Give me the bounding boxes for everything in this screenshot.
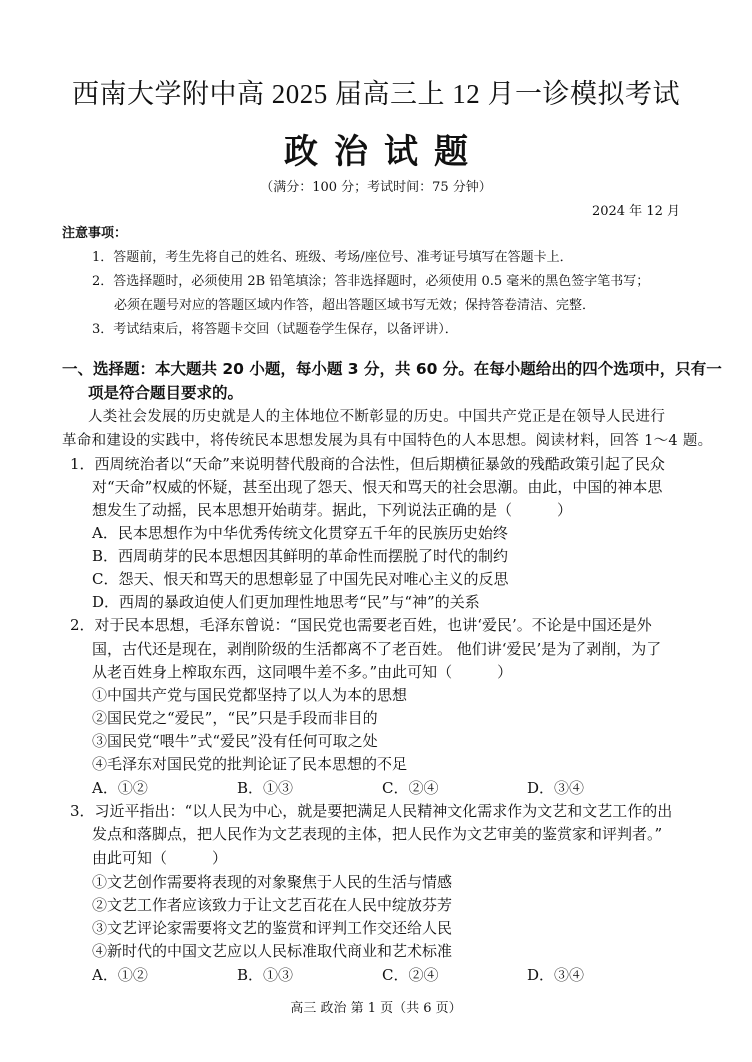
question-3-stem: 由此可知（ ） — [92, 849, 228, 867]
question-2-stem: 国，古代还是现在，剥削阶级的生活都离不了老百姓。 他们讲‘爱民’是为了剥削，为了 — [92, 640, 662, 658]
question-3-statement: ④新时代的中国文艺应以人民标准取代商业和艺术标准 — [92, 942, 453, 960]
question-1-stem: 1．西周统治者以“天命”来说明替代殷商的合法性，但后期横征暴敛的残酷政策引起了民众 — [70, 455, 665, 473]
section-heading-line1: 一、选择题：本大题共 20 小题，每小题 3 分，共 60 分。在每小题给出的四个选项中，只有一 — [62, 360, 722, 378]
note-item: 1．答题前，考生先将自己的姓名、班级、考场/座位号、准考证号填写在答题卡上． — [92, 250, 573, 265]
question-2-statement: ④毛泽东对国民党的批判论证了民本思想的不足 — [92, 755, 408, 773]
question-3-statement: ③文艺评论家需要将文艺的鉴赏和评判工作交还给人民 — [92, 919, 453, 937]
score-info: （满分：100 分；考试时间：75 分钟） — [260, 180, 492, 195]
question-2-statement: ①中国共产党与国民党都坚持了以人为本的思想 — [92, 686, 408, 704]
note-item: 3．考试结束后，将答题卡交回（试题卷学生保存，以备评讲）． — [92, 322, 458, 337]
question-3-stem: 发点和落脚点，把人民作为文艺表现的主体，把人民作为文艺审美的鉴赏家和评判者。” — [92, 825, 663, 843]
question-3-stem: 3．习近平指出：“以人民为中心，就是要把满足人民精神文化需求作为文艺和文艺工作的出 — [70, 802, 673, 820]
question-2-stem: 2．对于民本思想，毛泽东曾说：“国民党也需要老百姓，也讲‘爱民’。不论是中国还是外 — [70, 616, 652, 634]
exam-title: 西南大学附中高 2025 届高三上 12 月一诊模拟考试 — [72, 79, 680, 109]
question-1-option-a: A．民本思想作为中华优秀传统文化贯穿五千年的民族历史始终 — [92, 524, 508, 542]
question-2-statement: ②国民党之“爱民”，“民”只是手段而非目的 — [92, 709, 378, 727]
question-1-option-b: B．西周萌芽的民本思想因其鲜明的革命性而摆脱了时代的制约 — [92, 547, 509, 565]
material-intro-line1: 人类社会发展的历史就是人的主体地位不断彰显的历史。中国共产党正是在领导人民进行 — [88, 409, 666, 425]
question-3-choice-b: B．①③ — [237, 966, 294, 984]
question-2-choice-a: A．①② — [92, 779, 148, 797]
question-3-statement: ②文艺工作者应该致力于让文艺百花在人民中绽放芬芳 — [92, 896, 453, 914]
question-2-choice-b: B．①③ — [237, 779, 294, 797]
question-3-choice-d: D．③④ — [527, 966, 585, 984]
question-3-statement: ①文艺创作需要将表现的对象聚焦于人民的生活与情感 — [92, 873, 453, 891]
question-2-choice-c: C．②④ — [382, 779, 439, 797]
material-intro-line2: 革命和建设的实践中，将传统民本思想发展为具有中国特色的人本思想。阅读材料，回答 1～4 题。 — [62, 433, 713, 449]
section-heading-line2: 项是符合题目要求的。 — [88, 384, 244, 402]
note-item: 2．答选择题时，必须使用 2B 铅笔填涂；答非选择题时，必须使用 0.5 毫米的黑色签字笔书写； — [92, 274, 650, 289]
question-2-statement: ③国民党“喂牛”式“爱民”没有任何可取之处 — [92, 732, 378, 750]
question-3-choice-a: A．①② — [92, 966, 148, 984]
question-1-option-c: C．怨天、恨天和骂天的思想彰显了中国先民对唯心主义的反思 — [92, 570, 509, 588]
question-1-stem: 对“天命”权威的怀疑，甚至出现了怨天、恨天和骂天的社会思潮。由此，中国的神本思 — [92, 478, 663, 496]
question-2-choice-d: D．③④ — [527, 779, 585, 797]
question-2-stem: 从老百姓身上榨取东西，这同喂牛差不多。”由此可知（ ） — [92, 663, 513, 681]
notes-heading: 注意事项： — [62, 226, 128, 241]
question-1-stem: 想发生了动摇，民本思想开始萌芽。据此，下列说法正确的是（ ） — [92, 501, 573, 519]
question-3-choice-c: C．②④ — [382, 966, 439, 984]
page-footer: 高三 政治 第 1 页（共 6 页） — [290, 1001, 462, 1016]
exam-date: 2024 年 12 月 — [591, 204, 680, 219]
question-1-option-d: D．西周的暴政迫使人们更加理性地思考“民”与“神”的关系 — [92, 593, 480, 611]
subject-title: 政治试题 — [284, 132, 484, 172]
note-item: 必须在题号对应的答题区域内作答，超出答题区域书写无效；保持答卷清洁、完整． — [114, 298, 596, 313]
